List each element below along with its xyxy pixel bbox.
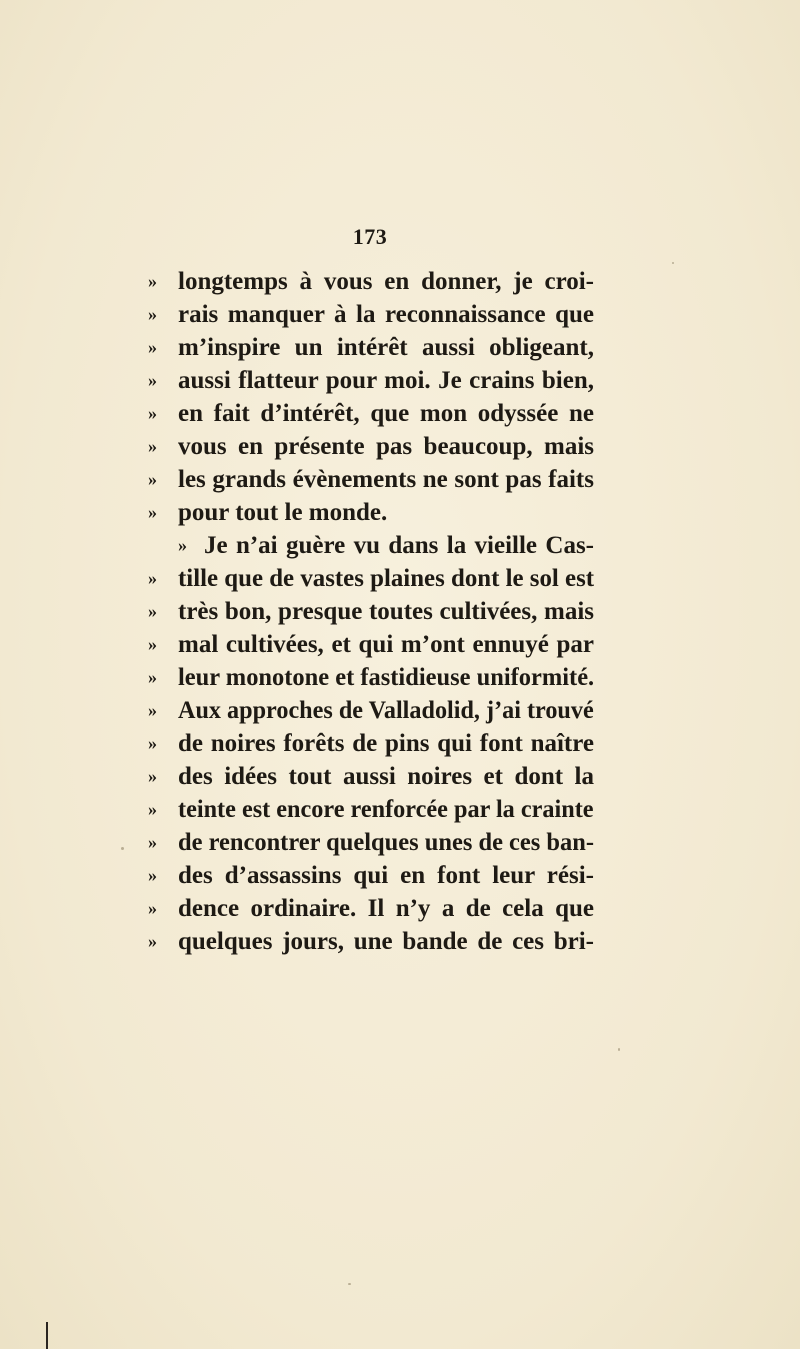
line-text: longtemps à vous en donner, je croi- [178,268,594,295]
text-line [148,463,594,496]
quote-mark: » [148,733,157,753]
line-text: Aux approches de Valladolid, j’ai trouvé [178,697,594,724]
text-line [148,760,594,793]
quote-mark: » [148,931,157,951]
text-body [148,265,594,958]
quote-mark: » [148,502,157,522]
text-line [148,364,594,397]
quote-mark: » [148,403,157,423]
page-number: 173 [352,224,388,249]
line-text: très bon, presque toutes cultivées, mais [178,598,594,625]
text-line [148,430,594,463]
line-text: aussi flatteur pour moi. Je crains bien, [178,367,594,394]
text-line [148,892,594,925]
margin-mark [46,1322,48,1349]
quote-mark: » [148,469,157,489]
line-text: quelques jours, une bande de ces bri- [178,928,594,955]
text-line [148,793,594,826]
line-text: les grands évènements ne sont pas faits [178,466,594,493]
quote-mark: » [148,568,157,588]
quote-mark: » [148,337,157,357]
quote-mark: » [148,634,157,654]
line-text: rais manquer à la reconnaissance que [178,301,594,328]
quote-mark: » [148,865,157,885]
line-text: en fait d’intérêt, que mon odyssée ne [178,400,594,427]
text-line [148,595,594,628]
quote-mark: » [148,766,157,786]
line-text: tille que de vastes plaines dont le sol est [178,565,595,592]
text-line [148,562,594,595]
text-line [148,727,594,760]
quote-mark: » [178,535,187,555]
line-text: des d’assassins qui en font leur rési- [178,862,594,889]
line-text: mal cultivées, et qui m’ont ennuyé par [178,631,594,658]
quote-mark: » [148,436,157,456]
line-text: teinte est encore renforcée par la crainte [178,796,594,823]
text-line [148,298,594,331]
line-text: des idées tout aussi noires et dont la [178,763,594,790]
text-line [148,925,594,958]
line-text: leur monotone et fastidieuse uniformité. [178,664,595,691]
text-line [148,397,594,430]
text-line [148,694,594,727]
text-line [148,628,594,661]
line-text: Je n’ai guère vu dans la vieille Cas- [204,532,594,559]
quote-mark: » [148,667,157,687]
quote-mark: » [148,304,157,324]
text-line [148,496,594,529]
paragraph-start-line [148,529,594,562]
line-text: de rencontrer quelques unes de ces ban- [178,829,595,856]
line-text: m’inspire un intérêt aussi obligeant, [178,334,594,361]
text-line [148,661,594,694]
text-line [148,859,594,892]
quote-mark: » [148,370,157,390]
paper-speck [348,1283,351,1285]
paper-speck [121,847,124,850]
quote-mark: » [148,700,157,720]
paper-speck [618,1048,620,1051]
text-line [148,265,594,298]
quote-mark: » [148,799,157,819]
line-text: dence ordinaire. Il n’y a de cela que [178,895,594,922]
line-text: pour tout le monde. [178,499,388,526]
text-line [148,331,594,364]
line-text: de noires forêts de pins qui font naître [178,730,594,757]
quote-mark: » [148,271,157,291]
quote-mark: » [148,898,157,918]
quote-mark: » [148,601,157,621]
text-line [148,826,594,859]
line-text: vous en présente pas beaucoup, mais [178,433,594,460]
quote-mark: » [148,832,157,852]
paper-speck [672,262,674,264]
